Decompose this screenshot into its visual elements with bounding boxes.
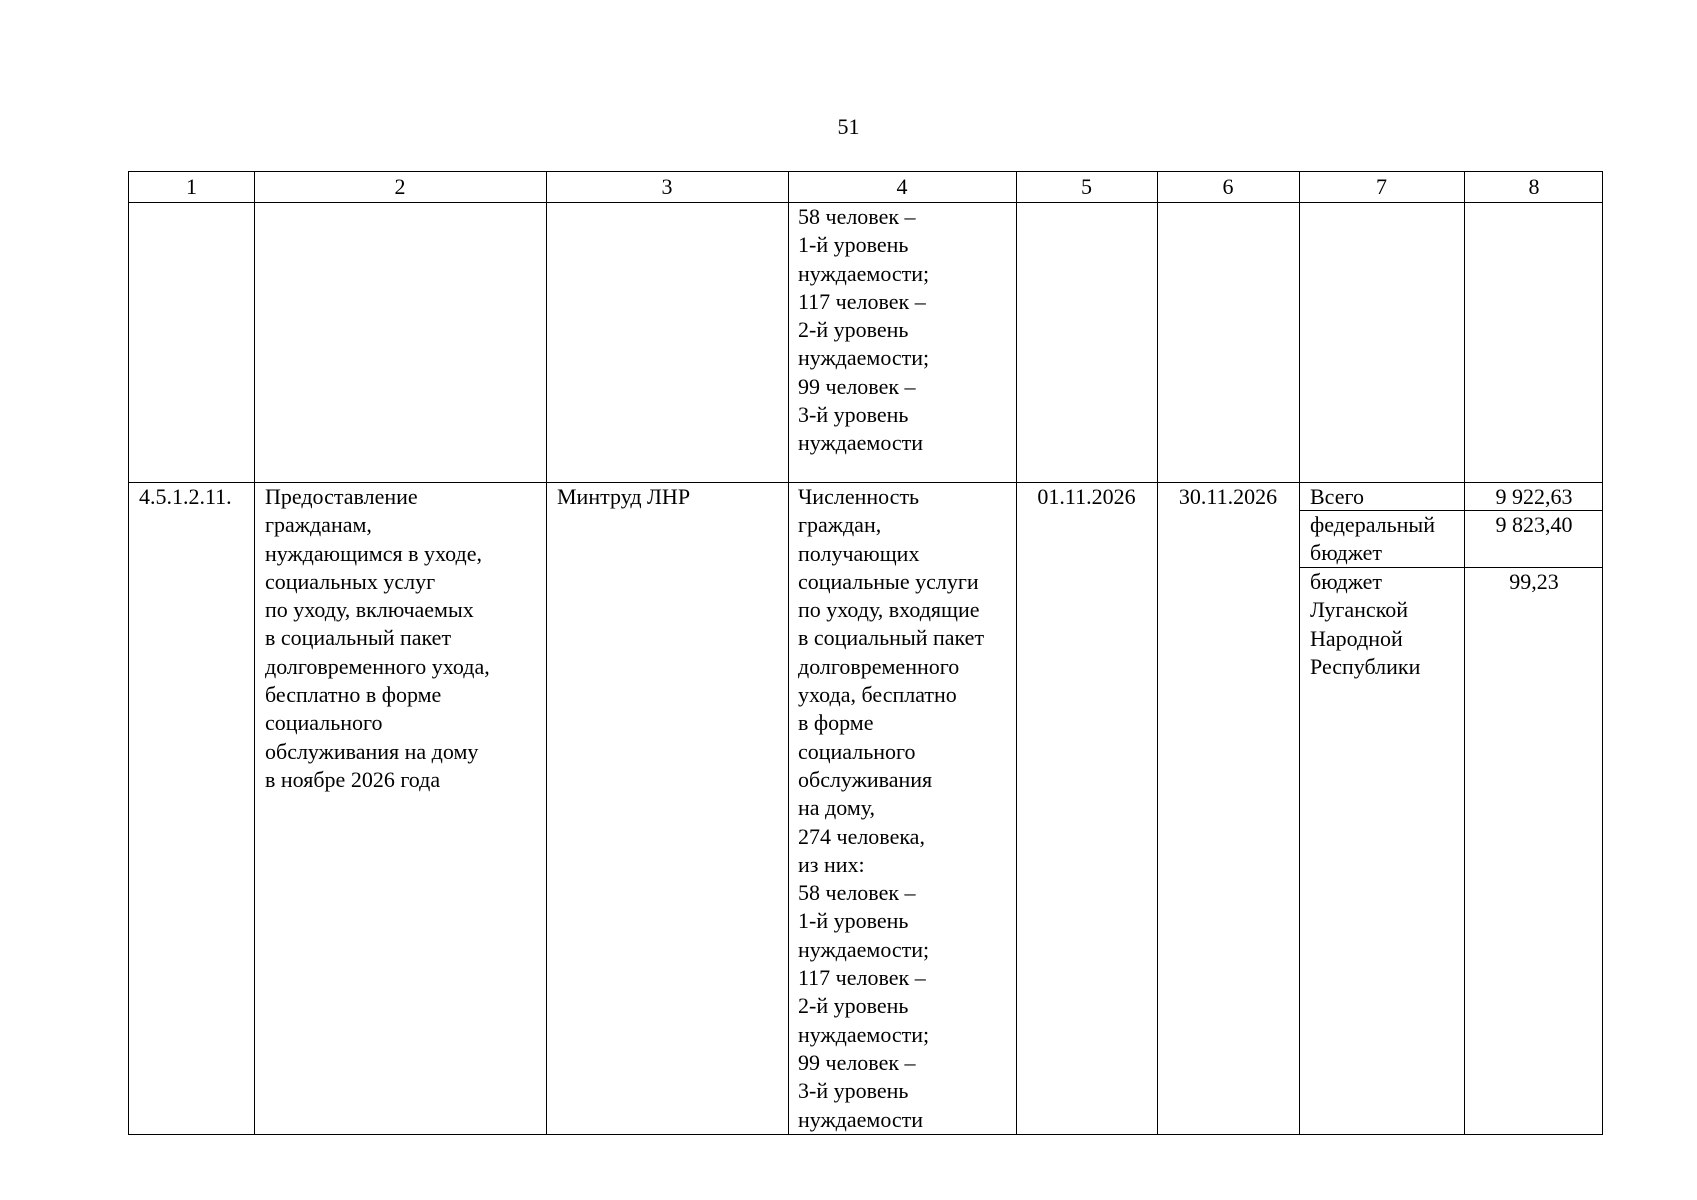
page-number: 51 [837,114,860,139]
funding-amount-total: 9 922,63 [1495,484,1573,509]
event-name: Предоставление гражданам, нуждающимся в уходе, социальных услуг по уходу, включаемых в социальный пакет долговременного ухода, бесплатно в форме социального обслуживания на дому в ноябре 2026 года [265,484,490,792]
start-date: 01.11.2026 [1037,484,1136,509]
executor: Минтруд ЛНР [557,484,691,509]
data-table [128,171,1603,1135]
indicator-text: Численность граждан, получающих социальные услуги по уходу, входящие в социальный пакет долговременного ухода, бесплатно в форме социального обслуживания на дому, 274 человека, из них: 58 человек – 1-й уровень нуждаемости; 117 человек – 2-й уровень нуждаемости; 99 человек – 3-й уровень нуждаемости [798,484,985,1132]
column-divider [1016,172,1017,1134]
header-col-3: 3 [661,174,673,199]
column-divider [788,172,789,1134]
column-divider [1299,172,1300,1134]
row-number: 4.5.1.2.11. [139,484,232,509]
funding-source-total: Всего [1310,484,1364,509]
funding-source-federal: федеральный бюджет [1310,512,1435,566]
header-col-6: 6 [1222,174,1234,199]
column-divider [1464,172,1465,1134]
header-col-2: 2 [394,174,406,199]
column-divider [1157,172,1158,1134]
header-col-7: 7 [1376,174,1387,199]
funding-amount-regional: 99,23 [1509,569,1559,594]
header-col-1: 1 [186,174,197,199]
header-col-5: 5 [1081,174,1092,199]
funding-source-regional: бюджет Луганской Народной Республики [1310,569,1421,679]
end-date: 30.11.2026 [1178,484,1278,509]
column-divider [254,172,255,1134]
continuation-indicator-text: 58 человек – 1-й уровень нуждаемости; 117 человек – 2-й уровень нуждаемости; 99 человек – 3-й уровень нуждаемости [798,204,930,456]
funding-amount-federal: 9 823,40 [1495,512,1573,537]
column-divider [546,172,547,1134]
header-col-8: 8 [1528,174,1540,199]
header-col-4: 4 [896,174,908,199]
